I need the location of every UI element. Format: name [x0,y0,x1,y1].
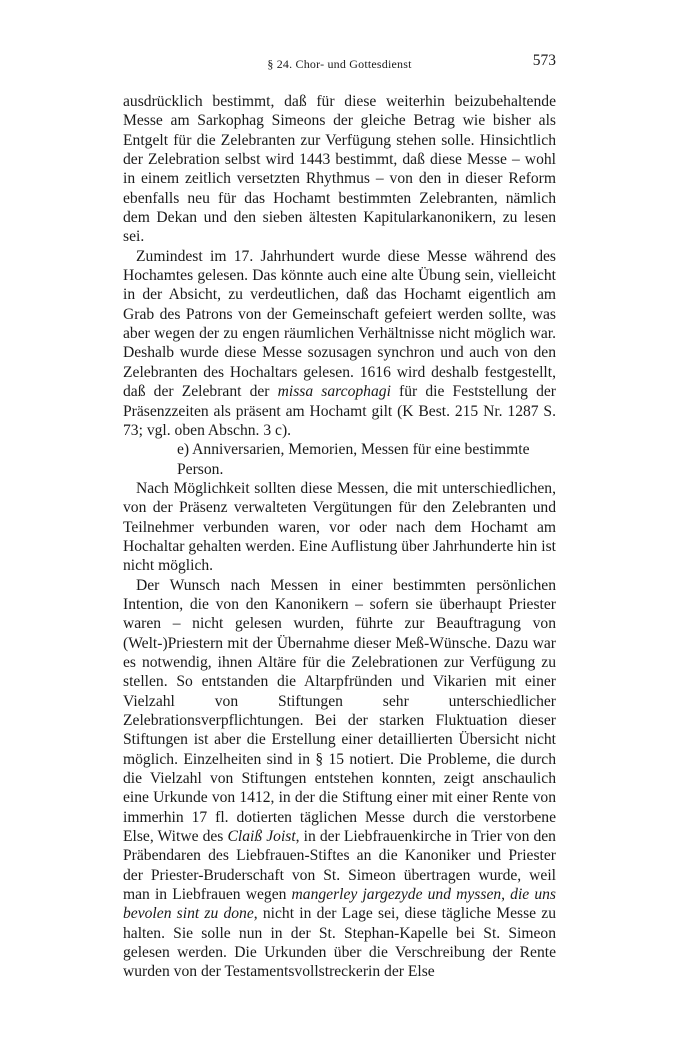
running-head: § 24. Chor- und Gottesdienst [267,57,412,71]
paragraph-text: für die Feststellung der Präsenzzeiten als präsent am Hochamt gilt (K Best. 215 Nr. 1287 S. 73; vgl. oben Abschn. 3 c). [123,383,556,439]
paragraph-text: , in der Liebfrauenkirche in Trier von den Präbendaren des Liebfrauen-Stiftes an die Kanoniker und Priester der Priester-Bruderschaft von St. Simeon übertragen wurde, weil man in Liebfrauen wegen [123,828,556,904]
page-number: 573 [532,52,556,69]
paragraph [123,479,556,576]
quoted-source: mangerley jargezyde und myssen, die uns bevolen sint zu done [123,886,556,923]
paragraph-text: Nach Möglichkeit sollten diese Messen, die mit unterschiedlichen, von der Präsenz verwalteten Vergütungen für den Zelebranten und Teilnehmer verbunden waren, vor oder nach dem Hochamt am Hochaltar gehalten werden. Eine Auflistung über Jahrhunderte hin ist nicht möglich. [123,479,556,575]
body-text [123,92,556,982]
paragraph [123,247,556,440]
section-heading: e) Anniversarien, Memorien, Messen für eine bestimmte Person. [177,441,530,478]
latin-term: missa sarcophagi [277,383,391,401]
paragraph-text: Der Wunsch nach Messen in einer bestimmten persönlichen Intention, die von den Kanonikern – sofern sie überhaupt Priester waren – nicht gelesen wurden, führte zur Beauftragung von (Welt-)Priestern mit der Übernahme dieser Meß-Wünsche. Dazu war es notwendig, ihnen Altäre für die Zelebrationen zur Verfügung zu stellen. So entstanden die Altarpfründen und Vikarien mit einer Vielzahl von Stiftungen sehr unterschiedlicher Zelebrationsverpflichtungen. Bei der starken Fluktuation dieser Stiftungen ist aber die Erstellung einer detaillierten Übersicht nicht möglich. Einzelheiten sind in § 15 notiert. Die Probleme, die durch die Vielzahl von Stiftungen entstehen konnten, zeigt anschaulich eine Urkunde von 1412, in der die Stiftung einer mit einer Rente von immerhin 17 fl. dotierten täglichen Messe durch die verstorbene Else, Witwe des [123,576,556,846]
paragraph-text: Zumindest im 17. Jahrhundert wurde diese Messe während des Hochamtes gelesen. Das könnte auch eine alte Übung sein, vielleicht in der Absicht, zu verdeutlichen, daß das Hochamt eigentlich am Grab des Patrons von der Gemeinschaft gefeiert werden sollte, was aber wegen der zu engen räumlichen Verhältnisse nicht möglich war. Deshalb wurde diese Messe sozusagen synchron und auch von den Zelebranten des Hochaltars gelesen. 1616 wird deshalb festgestellt, daß der Zelebrant der [123,247,556,401]
paragraph-text: ausdrücklich bestimmt, daß für diese weiterhin beizubehaltende Messe am Sarkophag Simeons der gleiche Betrag wie bisher als Entgelt für die Zelebranten zur Verfügung stehen solle. Hinsichtlich der Zelebration selbst wird 1443 bestimmt, daß diese Messe – wohl in einem zeitlich versetzten Rhythmus – von den in dieser Reform ebenfalls neu für das Hochamt bestimmten Zelebranten, nämlich dem Dekan und den sieben ältesten Kapitularkanonikern, zu lesen sei. [123,93,556,246]
page-header [123,50,556,74]
paragraph [123,92,556,247]
paragraph [123,576,556,982]
person-name: Claiß Joist [227,828,296,846]
paragraph-text: , nicht in der Lage sei, diese tägliche Messe zu halten. Sie solle nun in der St. Stephan-Kapelle bei St. Simeon gelesen werden. Die Urkunden über die Verschreibung der Rente wurden von der Testamentsvollstreckerin der Else [123,905,556,981]
